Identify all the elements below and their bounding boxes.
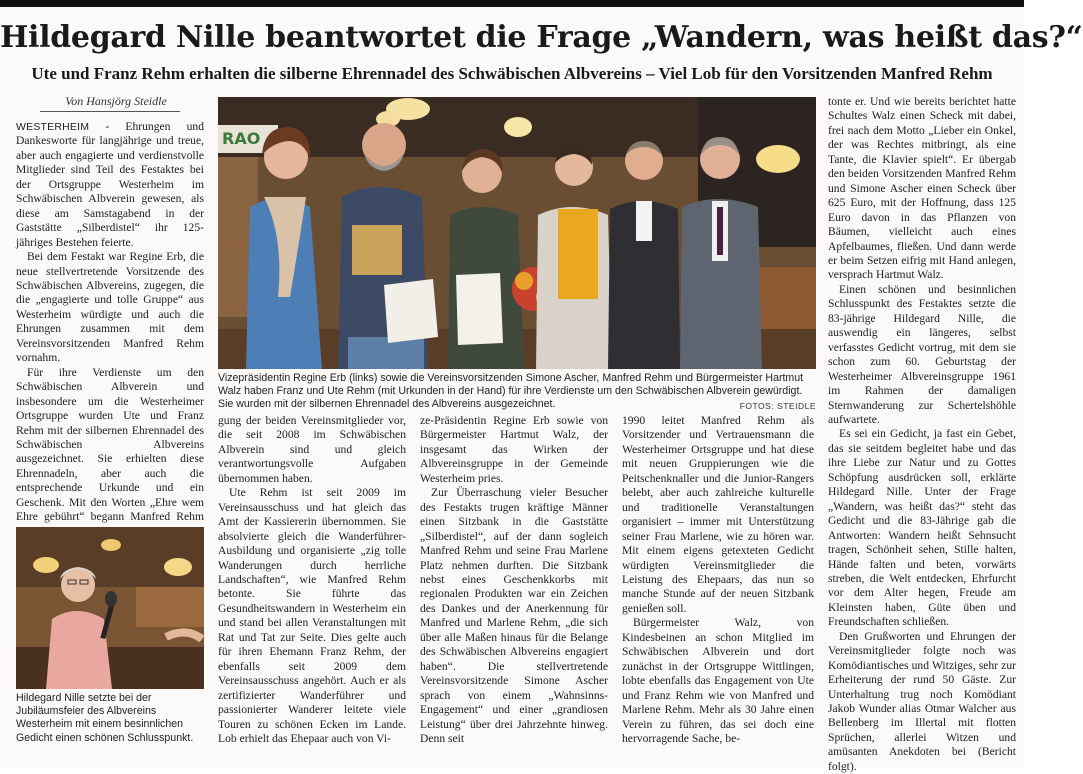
article-column-2 (218, 414, 406, 754)
top-rule (0, 0, 1024, 7)
article-paragraph: Einen schönen und besinnlichen Schlusspunkt des Festaktes setzte die 83-jährige Hildegard Nille, die auswendig ein längeres, selbst verfasstes Gedicht vortrug, mit dem sie schon zum 60. Geburtstag der Westerheimer Albvereinsgruppe 1961 im Rahmen der damaligen Sternwanderung zur Schertelshöhle aufwartete. (828, 282, 1016, 426)
photo-credit: FOTOS: STEIDLE (739, 401, 816, 411)
article-paragraph: 1990 leitet Manfred Rehm als Vorsitzender und Vertrauensmann die Westerheimer Ortsgruppe und hat diese mit neuen Gruppierungen wie die Peitschenknaller und die Junior-Rangers belebt, aber auch zahlreiche kulturelle und traditionelle Veranstaltungen organisiert – immer mit Unterstützung seiner Frau Marlene, wie zu hören war. Mit einem eigens getexteten Gedicht würdigten Vereinsmitglieder die Leistung des Ehepaars, das nun so manche Stunde auf der neuen Sitzbank genießen soll. (622, 414, 814, 615)
main-photo-caption: Vizepräsidentin Regine Erb (links) sowie die Vereinsvorsitzenden Simone Ascher, Manfred Rehm und Bürgermeister Hartmut Walz haben Franz und Ute Rehm (mit Urkunden in der Hand) für ihre Verdienste um den Schwäbischen Albverein gewürdigt. Sie wurden mit der silbernen Ehrennadel des Albvereins ausgezeichnet. (218, 372, 804, 411)
article-paragraph: Bürgermeister Walz, von Kindesbeinen an schon Mitglied im Schwäbischen Albverein und dort zunächst in der Ortsgruppe Wittlingen, lobte ebenfalls das Engagement von Ute und Franz Rehm wie von Manfred und Marlene Rehm. Mehr als 30 Jahre einen Verein zu führen, das sei doch eine hervorragende Sache, be- (622, 616, 814, 745)
side-photo-image (16, 527, 204, 689)
article-paragraph: Es sei ein Gedicht, ja fast ein Gebet, das sie seitdem begleitet habe und das ihre Liebe zur Natur und zu Gottes Schöpfung ausdrücken soll, erklärte Hildegard Nille. Unter der Frage „Wandern, was heißt das?“ steht das Gedicht und die 83-Jährige gab die Antworten: Wandern heißt Sehnsucht tragen, Schönheit sehen, Stille halten, Hände falten und beten, vorwärts streben, die Welt entdecken, Ehrfurcht vor dem Alter hegen, Freude am Kleinsten haben, Güte üben und Freundschaften schließen. (828, 427, 1016, 629)
article-paragraph: Bei dem Festakt war Regine Erb, die neue stellvertretende Vorsitzende des Schwäbischen Albvereins, zugegen, die die „engagierte und tolle Gruppe“ aus Westerheim würdigte und auch die Ehrungen zusammen mit dem Vereinsvorsitzenden Manfred Rehm vornahm. (16, 250, 204, 365)
article-paragraph: tonte er. Und wie bereits berichtet hatte Schultes Walz einen Scheck mit dabei, frei nach dem Motto „Lieber ein Onkel, der was Rechtes mitbringt, als eine Tante, die Klavier spielt“. Er übergab den beiden Vorsitzenden Manfred Rehm und Simone Ascher einen Scheck über 625 Euro, mit der Hoffnung, dass 125 Euro davon in das Pflanzen von Bäumen, vielleicht auch eines Apfelbaumes, fließen. Und dann werde er beim Setzen eifrig mit Hand anlegen, versprach Hartmut Walz. (828, 95, 1016, 282)
headline: Hildegard Nille beantwortet die Frage „Wandern, was heißt das?“ (0, 20, 1083, 55)
main-photo-image (218, 97, 816, 369)
article-column-3 (420, 414, 608, 754)
article-column-4 (622, 414, 814, 754)
lead-text: - Ehrungen und Dankesworte für langjährige und treue, aber auch engagierte und verdienstvolle Mitglieder sind Teil des Festaktes bei der Ortsgruppe Westerheim im Schwäbischen Albverein gewesen, als diese am Samstagabend in der Gaststätte „Silberdistel“ ihr 125-jähriges Bestehen feierte. (16, 120, 204, 249)
article-paragraph: gung der beiden Vereinsmitglieder vor, die seit 2008 im Schwäbischen Albverein sind und gleich verantwortungsvolle Aufgaben übernommen haben. (218, 414, 406, 485)
article-paragraph: Ute Rehm ist seit 2009 im Vereinsausschuss und hat gleich das Amt der Kassiererin übernommen. Sie absolvierte gleich die Wanderführer-Ausbildung und organisierte „zig tolle Wanderungen durch herrliche Landschaften“, wie Manfred Rehm betonte. Sie führte das Gesundheitswandern in Westerheim ein und stand bei allen Veranstaltungen mit Rat und Tat zur Seite. Dies gelte auch für ihren Ehemann Franz Rehm, der ebenfalls seit 2009 dem Vereinsausschuss angehört. Auch er als zertifizierter Wanderführer und passionierter Wanderer leitete viele Touren zu schönen Ecken im Lande. Lob erhielt das Ehepaar auch von Vi- (218, 486, 406, 745)
side-photo-caption: Hildegard Nille setzte bei der Jubiläumsfeier des Albvereins Westerheim mit einem besinnlichen Gedicht einen schönen Schlusspunkt. (16, 692, 194, 744)
article-paragraph: Für ihre Verdienste um den Schwäbischen Albverein und insbesondere um die Westerheimer Ortsgruppe wurden Ute und Franz Rehm mit der silbernen Ehrennadel des Schwäbischen Albvereins ausgezeichnet. Sie erhielten diese Ehrennadeln, aber auch die entsprechende Urkunde und ein Geschenk. Mit den Worten „Ehre wem Ehre gebührt“ begann Manfred Rehm (16, 365, 204, 524)
article-paragraph: Zur Überraschung vieler Besucher des Festakts trugen kräftige Männer einen Sitzbank in die Gaststätte „Silberdistel“, auf der dann sogleich Manfred Rehm und seine Frau Marlene Platz nehmen durften. Die Sitzbank nebst eines Geschenkkorbs mit regionalen Produkten war ein Zeichen des Dankes und der Anerkennung für Manfred und Marlene Rehm, „die sich über alle Maßen hinaus für die Belange des Schwäbischen Albvereins engagiert haben“. Die stellvertretende Vereinsvorsitzende Simone Ascher sprach von einem „Wahnsinns-Engagement“ und einer „grandiosen Leistung“ über drei Jahrzehnte hinweg. Denn seit (420, 486, 608, 745)
article-paragraph: Den Grußworten und Ehrungen der Vereinsmitglieder folgte noch was Komödiantisches und Witziges, sehr zur Erheiterung der rund 50 Gäste. Zur Unterhaltung trug noch Komödiant Jakob Wunder alias Otmar Walcher aus Bellenberg im Illertal mit flotten Sprüchen, allerlei Witzen und amüsanten Anekdoten bei (Bericht folgt). (828, 629, 1016, 773)
article-paragraph: ze-Präsidentin Regine Erb sowie von Bürgermeister Hartmut Walz, der insgesamt das Wirken der Albvereinsgruppe in der Gemeinde Westerheim pries. (420, 414, 608, 485)
article-column-1 (16, 120, 204, 524)
byline-divider (40, 111, 180, 112)
byline: Von Hansjörg Steidle (65, 94, 167, 108)
side-photo (16, 527, 204, 689)
subheadline: Ute und Franz Rehm erhalten die silberne Ehrennadel des Schwäbischen Albvereins – Viel Lob für den Vorsitzenden Manfred Rehm (31, 64, 993, 83)
article-column-5 (828, 95, 1016, 773)
dateline-place: WESTERHEIM (16, 121, 90, 133)
banner-text: RAO (222, 129, 261, 148)
main-photo (218, 97, 816, 369)
article-paragraph (16, 120, 204, 250)
